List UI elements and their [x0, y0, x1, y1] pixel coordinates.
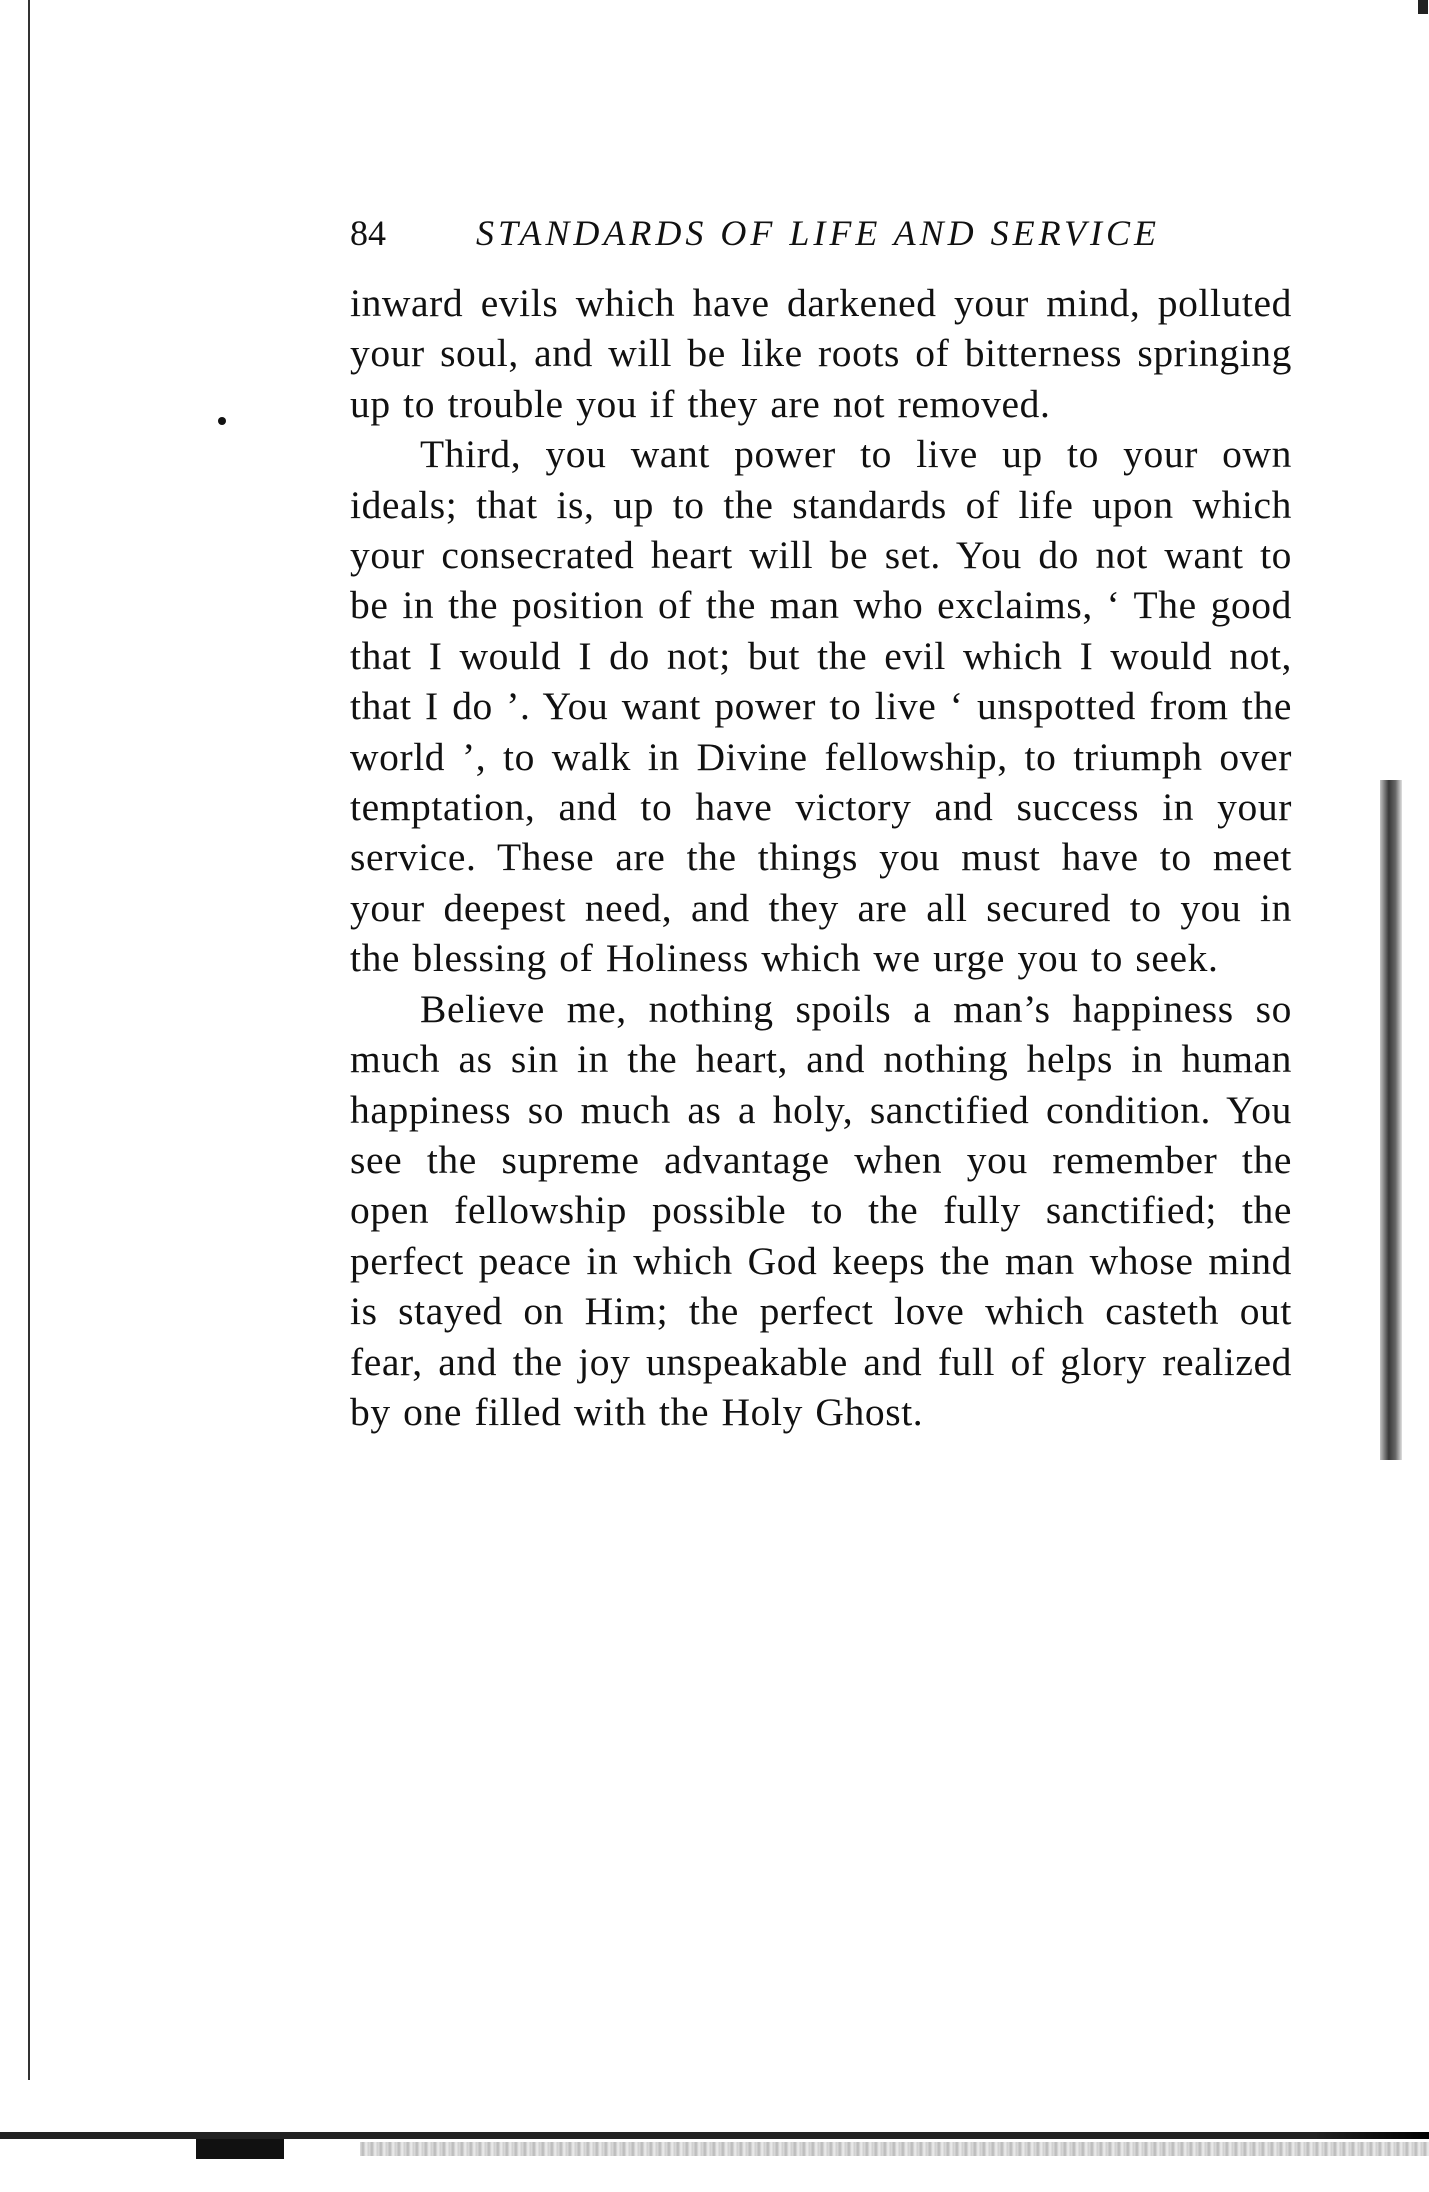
- page-number: 84: [350, 213, 386, 253]
- running-head: STANDARDS OF LIFE AND SERVICE: [476, 213, 1160, 253]
- body-text: [350, 278, 1292, 1437]
- page-edge-line: [28, 0, 30, 2080]
- scan-corner-mark: [1418, 0, 1428, 14]
- scan-bottom-edge: [0, 2132, 1429, 2139]
- binding-shadow: [1380, 780, 1402, 1460]
- paragraph-continued: inward evils which have darkened your mind, polluted your soul, and will be like roots of bitterness springing up to trouble you if they are not removed.: [350, 281, 1292, 426]
- page-header: [350, 208, 1290, 258]
- stray-dot-mark: [218, 417, 226, 425]
- paragraph-third: Third, you want power to live up to your own ideals; that is, up to the standards of life upon which your consecrated heart will be set. You do not want to be in the position of the man who exclaims, ‘ The good that I would I do not; but the evil which I would not, that I do ’. You want power to live ‘ unspotted from the world ’, to walk in Divine fellowship, to triumph over temptation, and to have victory and success in your service. These are the things you must have to meet your deepest need, and they are all secured to you in the blessing of Holiness which we urge you to seek.: [350, 432, 1292, 981]
- scan-bottom-block: [196, 2139, 284, 2159]
- paragraph-believe: Believe me, nothing spoils a man’s happiness so much as sin in the heart, and nothing helps in human happiness so much as a holy, sanctified condition. You see the supreme advantage when you remember the open fellowship possible to the fully sanctified; the perfect peace in which God keeps the man whose mind is stayed on Him; the perfect love which casteth out fear, and the joy unspeakable and full of glory realized by one filled with the Holy Ghost.: [350, 986, 1292, 1434]
- scan-bottom-noise: [360, 2142, 1429, 2156]
